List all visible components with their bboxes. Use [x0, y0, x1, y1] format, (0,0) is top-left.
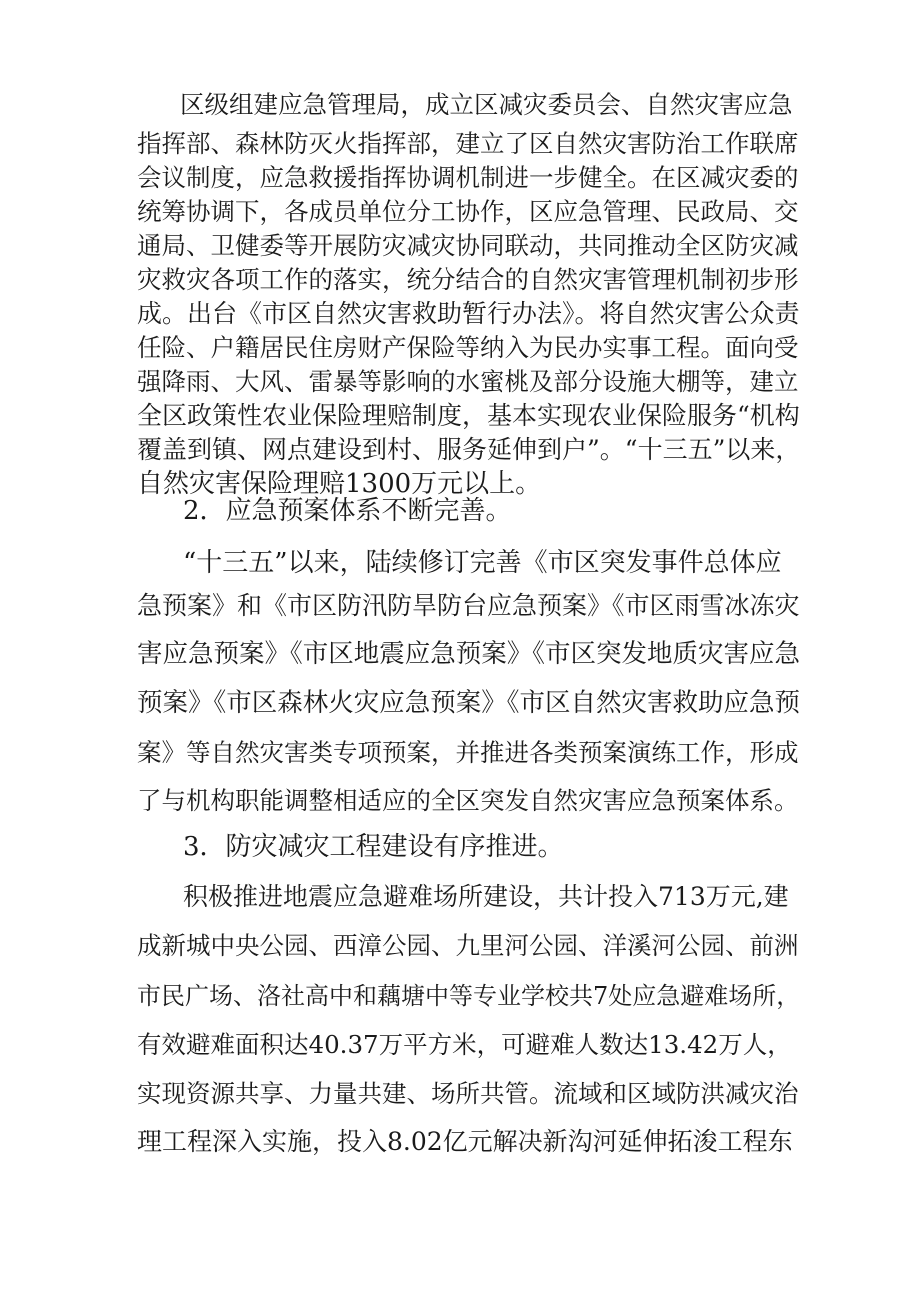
paragraph-2-line-5: 案》等自然灾害类专项预案，并推进各类预案演练工作，形成	[137, 738, 799, 767]
paragraph-3-line-6: 理工程深入实施，投入8.02亿元解决新沟河延伸拓浚工程东	[137, 1127, 793, 1156]
paragraph-1-line-1: 区级组建应急管理局，成立区减灾委员会、自然灾害应急	[180, 90, 793, 119]
paragraph-2-line-6: 了与机构职能调整相适应的全区突发自然灾害应急预案体系。	[137, 786, 799, 815]
paragraph-1-line-12: 自然灾害保险理赔1300万元以上。	[137, 469, 542, 499]
paragraph-1-line-11: 覆盖到镇、网点建设到村、服务延伸到户”。“十三五”以来，	[137, 435, 801, 464]
paragraph-3-line-3: 市民广场、洛社高中和藕塘中等专业学校共7处应急避难场所，	[137, 982, 801, 1010]
paragraph-1-line-5: 通局、卫健委等开展防灾减灾协同联动，共同推动全区防灾减	[137, 231, 799, 260]
section-heading-2: 2．应急预案体系不断完善。	[183, 496, 512, 526]
paragraph-1-line-2: 指挥部、森林防灭火指挥部，建立了区自然灾害防治工作联席	[137, 129, 799, 158]
paragraph-1-line-8: 任险、户籍居民住房财产保险等纳入为民办实事工程。面向受	[137, 333, 799, 362]
paragraph-1-line-6: 灾救灾各项工作的落实，统分结合的自然灾害管理机制初步形	[137, 265, 799, 294]
paragraph-3-line-5: 实现资源共享、力量共建、场所共管。流域和区域防洪减灾治	[137, 1079, 799, 1108]
paragraph-2-line-4: 预案》《市区森林火灾应急预案》《市区自然灾害救助应急预	[137, 688, 801, 718]
paragraph-1-line-4: 统筹协调下，各成员单位分工协作，区应急管理、民政局、交	[137, 197, 799, 226]
paragraph-2-line-3: 害应急预案》《市区地震应急预案》《市区突发地质灾害应急	[137, 639, 801, 669]
paragraph-1-line-9: 强降雨、大风、雷暴等影响的水蜜桃及部分设施大棚等，建立	[137, 367, 799, 396]
paragraph-3-line-2: 成新城中央公园、西漳公园、九里河公园、洋溪河公园、前洲	[137, 931, 799, 960]
paragraph-3-line-4: 有效避难面积达40.37万平方米，可避难人数达13.42万人，	[137, 1030, 792, 1059]
paragraph-1-line-7: 成。出台《市区自然灾害救助暂行办法》。将自然灾害公众责	[137, 299, 800, 328]
paragraph-1-line-3: 会议制度，应急救援指挥协调机制进一步健全。在区减灾委的	[137, 163, 799, 192]
paragraph-2-line-2: 急预案》和《市区防汛防旱防台应急预案》《市区雨雪冰冻灾	[137, 591, 800, 620]
paragraph-2-line-1: “十三五”以来，陆续修订完善《市区突发事件总体应	[183, 548, 782, 578]
paragraph-3-line-1: 积极推进地震应急避难场所建设，共计投入713万元,建	[183, 882, 789, 911]
section-heading-3: 3．防灾减灾工程建设有序推进。	[183, 832, 564, 862]
paragraph-1-line-10: 全区政策性农业保险理赔制度，基本实现农业保险服务“机构	[137, 401, 800, 430]
